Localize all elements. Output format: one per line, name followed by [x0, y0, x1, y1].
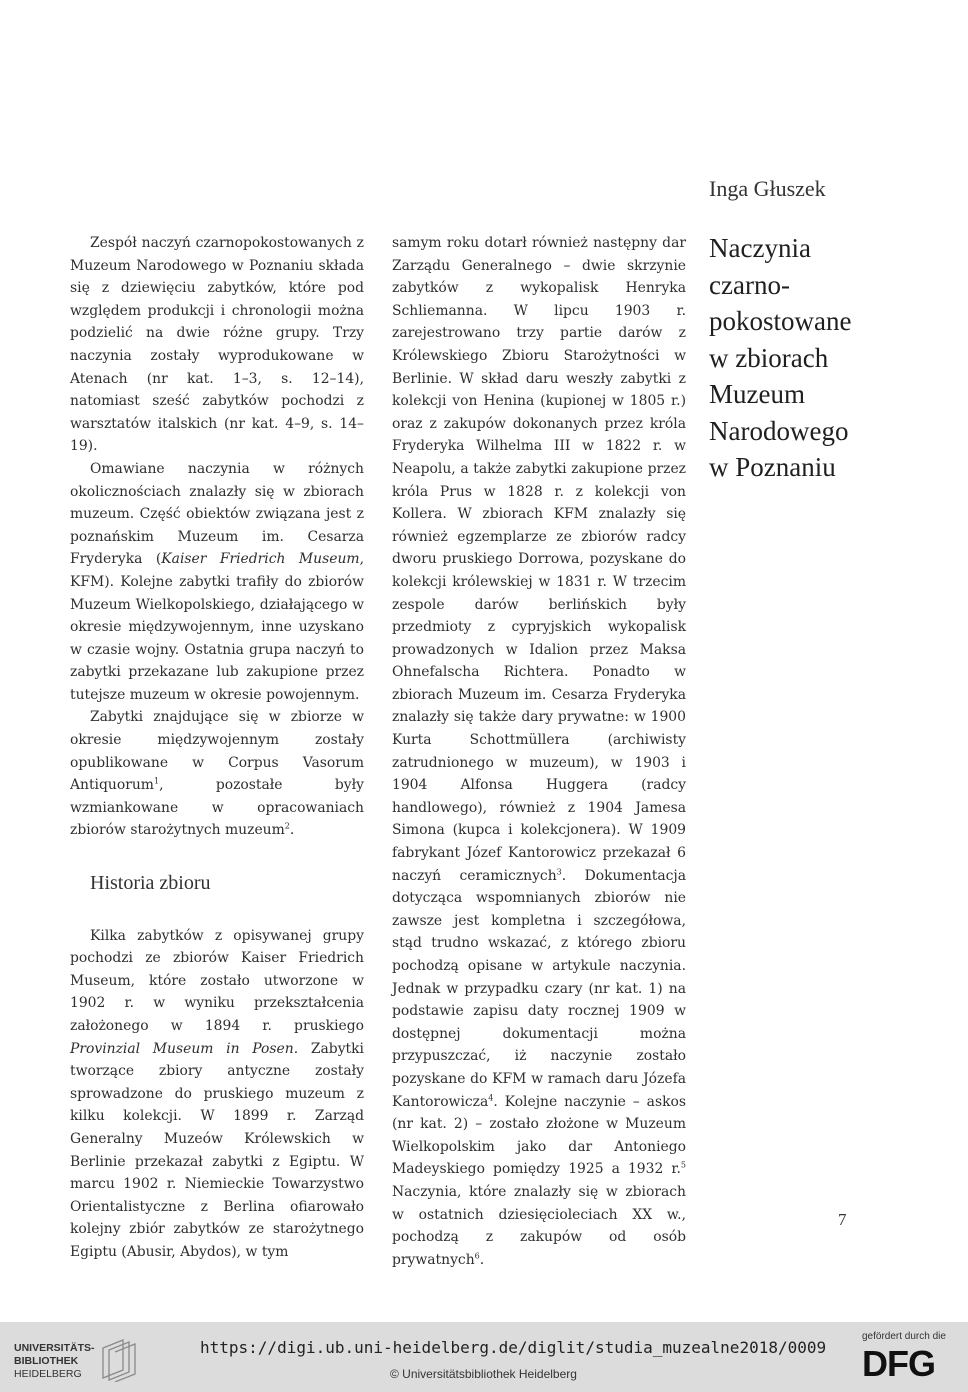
italic-text: Provinzial Museum in Posen: [70, 1040, 294, 1057]
library-mark-icon: [99, 1338, 139, 1382]
footnote-ref[interactable]: 1: [153, 776, 160, 786]
title-line: Naczynia: [709, 233, 811, 263]
paragraph: [392, 232, 686, 1271]
library-line: UNIVERSITÄTS-: [14, 1342, 95, 1354]
text-run: . Zabytki tworzące zbiory antyczne zostały sprowadzone do pruskiego muzeum z kilku kolekcji. W 1899 r. Zarząd Generalny Muzeów Królewskich w Berlinie przekazał zabytki z Egiptu. W marcu 1902 r. Niemieckie Towarzystwo Orientalistyczne z Berlina ofiarowało kolejny zbiór zabytków ze starożytnego Egiptu (Abusir, Abydos), w tym: [70, 1040, 364, 1260]
title-line: w Poznaniu: [709, 452, 836, 482]
text-run: . Kolejne naczynie – askos (nr kat. 2) – zostało złożone w Muzeum Wielkopolskim jako dar Antoniego Madeyskiego pomiędzy 1925 a 1932 r.: [392, 1093, 686, 1178]
text-run: Zabytki znajdujące się w zbiorze w okresie międzywojennym zostały opublikowane w Corpus Vasorum Antiquorum: [70, 709, 364, 794]
text-run: .: [479, 1251, 485, 1268]
footnote-ref[interactable]: 4: [488, 1092, 494, 1102]
text-column-left: [70, 232, 364, 1264]
footnote-ref[interactable]: 6: [474, 1251, 480, 1261]
text-run: , pozostałe były wzmiankowane w opracowaniach zbiorów starożytnych muzeum: [70, 777, 364, 839]
permalink-url[interactable]: https://digi.ub.uni-heidelberg.de/diglit/studia_muzealne2018/0009: [200, 1338, 827, 1357]
text-run: .: [289, 822, 295, 839]
university-library-logo[interactable]: [14, 1338, 139, 1382]
library-line: BIBLIOTHEK: [14, 1355, 79, 1367]
text-run: Kilka zabytków z opisywanej grupy pochodzi ze zbiorów Kaiser Friedrich Museum, które zostało utworzone w 1902 r. w wyniku przekształcenia założonego w 1894 r. pruskiego: [70, 927, 364, 1034]
italic-text: Kaiser Friedrich Museum: [161, 551, 360, 568]
footnote-ref[interactable]: 2: [284, 821, 290, 831]
title-line: Muzeum: [709, 379, 805, 409]
article-author: Inga Głuszek: [709, 176, 826, 201]
article-title: [709, 230, 924, 486]
library-name: [14, 1342, 95, 1381]
page-number: 7: [838, 1210, 847, 1229]
title-line: w zbiorach: [709, 342, 829, 373]
text-run: samym roku dotarł również następny dar Zarządu Generalnego – dwie skrzynie zabytków z wykopalisk Henryka Schliemanna. W lipcu 1903 r. zarejestrowano trzy partie darów z Królewskiego Zbioru Starożytności w Berlinie. W skład daru weszły zabytki z kolekcji von Henina (kupionej w 1805 r.) oraz z zakupów dokonanych przez króla Fryderyka Wilhelma III w 1822 r. w Neapolu, a także zabytki zakupione przez króla Prus w 1828 r. z kolekcji von Kollera. W zbiorach KFM znalazły się również egzemplarze ze zbiorów radcy dworu pruskiego Dorrowa, pozyskane do kolekcji królewskiej w 1831 r. W trzecim zespole darów berlińskich były przedmioty z cypryjskich wykopalisk prowadzonych w Idalion przez Maksa Ohnefalscha Richtera. Ponadto w zbiorach Muzeum im. Cesarza Fryderyka znalazły się także dary prywatne: w 1900 Kurta Schottmüllera (archiwisty zatrudnionego w muzeum), w 1903 i 1904 Alfonsa Huggera (radcy handlowego), również z 1904 Jamesa Simona (kupca i kolekcjonera). W 1909 fabrykant Józef Kantorowicz przekazał 6 naczyń ceramicznych: [392, 235, 686, 884]
library-line: HEIDELBERG: [14, 1368, 82, 1380]
text-run: Omawiane naczynia w różnych okolicznościach znalazły się w zbiorach muzeum. Część obiektów związana jest z poznańskim Muzeum im. Cesarza Fryderyka (: [70, 460, 364, 568]
title-line: czarno-: [709, 269, 790, 300]
paragraph: [70, 925, 364, 1264]
footnote-ref[interactable]: 5: [680, 1160, 686, 1170]
text-run: , KFM). Kolejne zabytki trafiły do zbiorów Muzeum Wielkopolskiego, działającego w okresie międzywojennym, inne uzyskano w czasie wojny. Ostatnia grupa naczyń to zabytki przekazane lub zakupione przez tutejsze muzeum w okresie powojennym.: [70, 551, 364, 703]
title-line: pokostowane: [709, 306, 852, 336]
footnote-ref[interactable]: 3: [556, 867, 562, 876]
paragraph: Zespół naczyń czarnopokostowanych z Muzeum Narodowego w Poznaniu składa się z dziewięciu zabytków, które pod względem produkcji i chronologii można podzielić na dwie różne grupy. Trzy naczynia zostały wyprodukowane w Atenach (nr kat. 1–3, s. 12–14), natomiast sześć zabytków pochodzi z warsztatów italskich (nr kat. 4–9, s. 14–19).: [70, 235, 364, 455]
paragraph: [70, 706, 364, 842]
dfg-logo[interactable]: DFG: [862, 1343, 935, 1384]
funding-label: gefördert durch die: [862, 1331, 946, 1342]
title-line: Narodowego: [709, 415, 849, 446]
text-column-right: [392, 232, 686, 1271]
viewer-footer: [0, 1322, 968, 1392]
paragraph: [70, 458, 364, 707]
section-heading: Historia zbioru: [90, 872, 211, 895]
copyright-notice: © Universitätsbibliothek Heidelberg: [390, 1367, 577, 1381]
text-run: . Dokumentacja dotycząca wspomnianych zbiorów nie zawsze jest kompletna i szczegółowa, stąd trudno wskazać, z którego zbioru pochodzą opisane w artykule naczynia. Jednak w przypadku czary (nr kat. 1) na podstawie zapisu daty rocznej 1909 w dostępnej dokumentacji można przypuszczać, iż naczynie zostało pozyskane do KFM w ramach daru Józefa Kantorowicza: [392, 867, 686, 1110]
text-run: Naczynia, które znalazły się w zbiorach w ostatnich dziesięcioleciach XX w., pochodzą z zakupów od osób prywatnych: [392, 1183, 686, 1268]
